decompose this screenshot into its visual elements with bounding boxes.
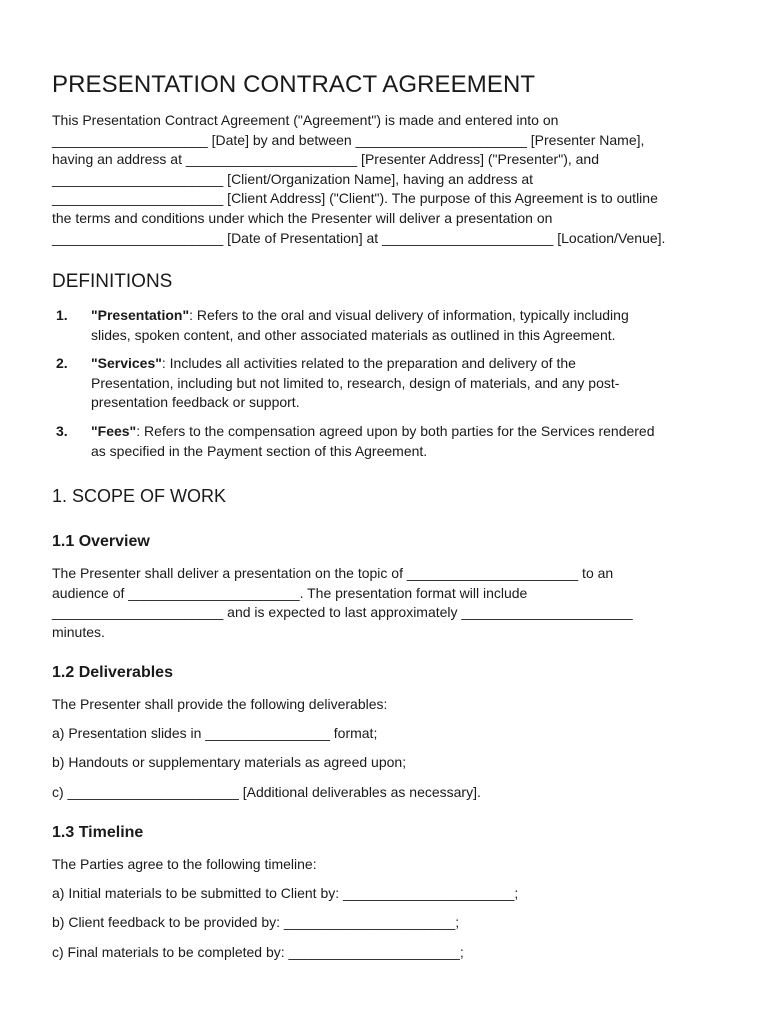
overview-line: The Presenter shall deliver a presentation on the topic of ______________________ to an [52, 565, 614, 581]
definition-first-line [91, 306, 732, 326]
timeline-item: b) Client feedback to be provided by: ______________________; [52, 914, 460, 930]
definition-first-line [91, 422, 732, 442]
definition-term: "Presentation" [91, 307, 190, 323]
scope-heading: 1. SCOPE OF WORK [52, 486, 227, 506]
list-number: 1. [56, 307, 68, 323]
intro-paragraph [52, 111, 732, 248]
timeline-item: c) Final materials to be completed by: ______________________; [52, 944, 464, 960]
intro-line: ______________________ [Client/Organization Name], having an address at [52, 170, 534, 187]
overview-paragraph [52, 564, 633, 642]
definitions-list [52, 306, 732, 470]
overview-heading: 1.1 Overview [52, 533, 150, 550]
definition-item [52, 354, 732, 413]
timeline-heading: 1.3 Timeline [52, 824, 144, 841]
deliverables-intro: The Presenter shall provide the following deliverables: [52, 696, 388, 712]
list-number: 2. [56, 355, 68, 372]
definition-term: "Fees" [91, 422, 137, 439]
definition-term: "Services" [91, 355, 162, 372]
intro-line: ______________________ [Date of Presentation] at ______________________ [Location/Venue]. [52, 229, 666, 246]
definition-text: slides, spoken content, and other associated materials as outlined in this Agreement. [91, 326, 616, 343]
deliverable-item: c) ______________________ [Additional deliverables as necessary]. [52, 784, 481, 800]
overview-line: audience of ______________________. The presentation format will include [52, 584, 528, 601]
deliverables-heading: 1.2 Deliverables [52, 664, 173, 681]
definition-text: Presentation, including but not limited to, research, design of materials, and any post- [91, 374, 620, 391]
deliverable-item: a) Presentation slides in ________________ format; [52, 725, 378, 741]
definitions-heading: DEFINITIONS [52, 271, 173, 292]
overview-line: ______________________ and is expected to last approximately ______________________ [52, 604, 633, 621]
document-title: PRESENTATION CONTRACT AGREEMENT [52, 71, 536, 98]
intro-line: ____________________ [Date] by and between ______________________ [Presenter Name], [52, 131, 645, 148]
definition-text: presentation feedback or support. [91, 394, 300, 411]
deliverable-item: b) Handouts or supplementary materials as agreed upon; [52, 754, 407, 770]
intro-line: having an address at ______________________ [Presenter Address] ("Presenter"), and [52, 151, 599, 168]
definition-item [52, 306, 732, 345]
definition-text: as specified in the Payment section of this Agreement. [91, 442, 428, 459]
definition-first-line [91, 354, 732, 374]
intro-line: This Presentation Contract Agreement ("Agreement") is made and entered into on [52, 112, 559, 128]
intro-line: the terms and conditions under which the Presenter will deliver a presentation on [52, 209, 553, 226]
definition-text: : Includes all activities related to the preparation and delivery of the [161, 355, 576, 372]
timeline-item: a) Initial materials to be submitted to Client by: ______________________; [52, 885, 519, 901]
timeline-intro: The Parties agree to the following timeline: [52, 856, 317, 872]
list-number: 3. [56, 422, 68, 439]
definition-text: : Refers to the compensation agreed upon by both parties for the Services rendered [136, 422, 655, 439]
intro-line: ______________________ [Client Address] ("Client"). The purpose of this Agreement is to outline [52, 190, 658, 207]
definition-item [52, 422, 732, 461]
overview-line: minutes. [52, 623, 105, 640]
definition-text: : Refers to the oral and visual delivery of information, typically including [189, 307, 629, 323]
